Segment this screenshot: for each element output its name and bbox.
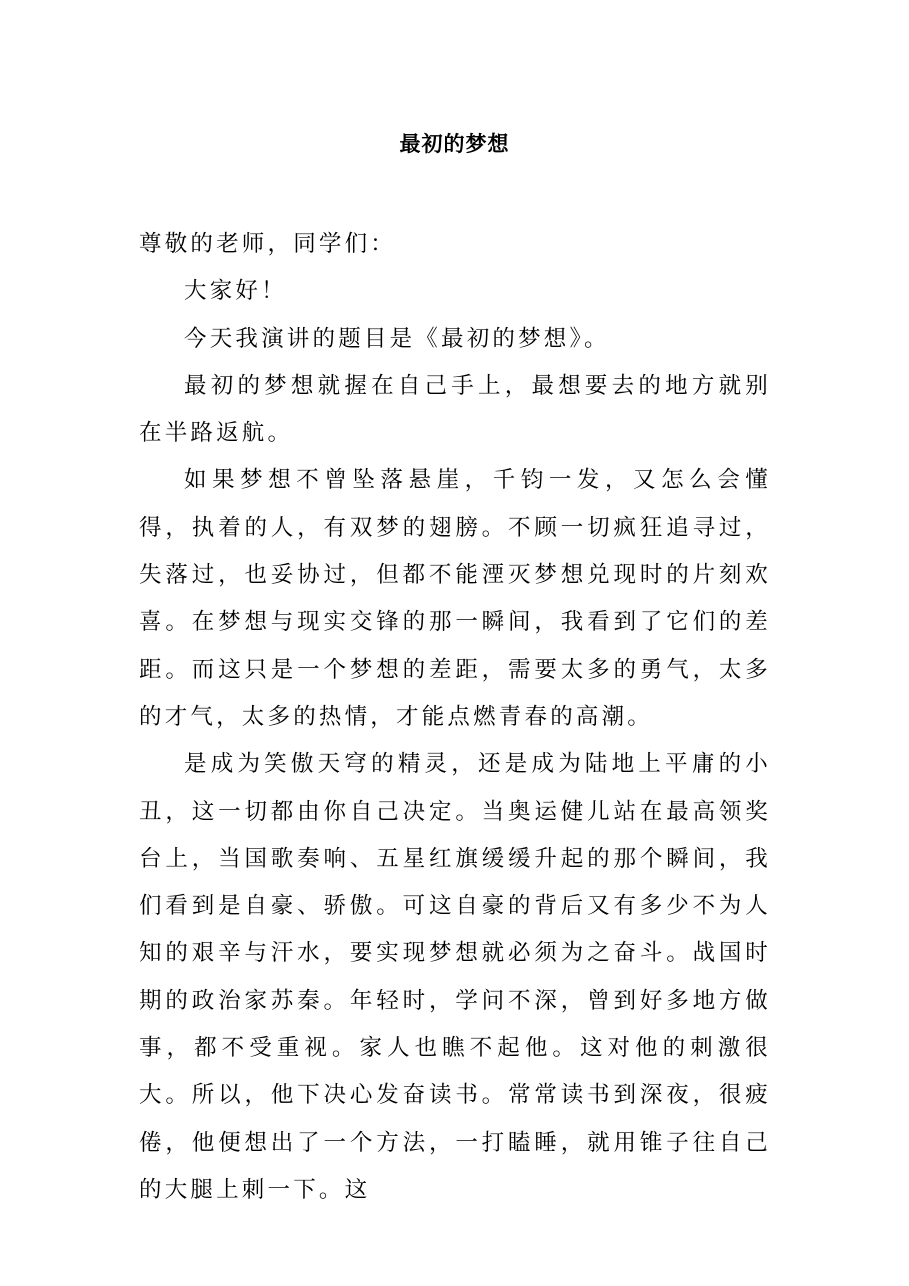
paragraph-dream-in-hand: 最初的梦想就握在自己手上，最想要去的地方就别在半路返航。 xyxy=(139,372,771,447)
paragraph-su-qin-story: 是成为笑傲天穹的精灵，还是成为陆地上平庸的小丑，这一切都由你自己决定。当奥运健儿站在最高领奖台上，当国歌奏响、五星红旗缓缓升起的那个瞬间，我们看到是自豪、骄傲。可这自豪的背后又有多少不为人知的艰辛与汗水，要实现梦想就必须为之奋斗。战国时期的政治家苏秦。年轻时，学问不深，曾到好多地方做事，都不受重视。家人也瞧不起他。这对他的刺激很大。所以，他下决心发奋读书。常常读书到深夜，很疲倦，他便想出了一个方法，一打瞌睡，就用锥子往自己的大腿上刺一下。这 xyxy=(139,751,771,1203)
paragraph-topic: 今天我演讲的题目是《最初的梦想》。 xyxy=(184,325,610,352)
paragraph-dream-wings: 如果梦想不曾坠落悬崖，千钧一发，又怎么会懂得，执着的人，有双梦的翅膀。不顾一切疯狂追寻过，失落过，也妥协过，但都不能湮灭梦想兑现时的片刻欢喜。在梦想与现实交锋的那一瞬间，我看到了它们的差距。而这只是一个梦想的差距，需要太多的勇气，太多的才气，太多的热情，才能点燃青春的高潮。 xyxy=(139,467,771,730)
document-body xyxy=(139,221,771,1214)
document-title: 最初的梦想 xyxy=(399,131,510,156)
salutation: 尊敬的老师，同学们： xyxy=(139,231,397,257)
paragraph-greeting: 大家好！ xyxy=(184,278,287,305)
